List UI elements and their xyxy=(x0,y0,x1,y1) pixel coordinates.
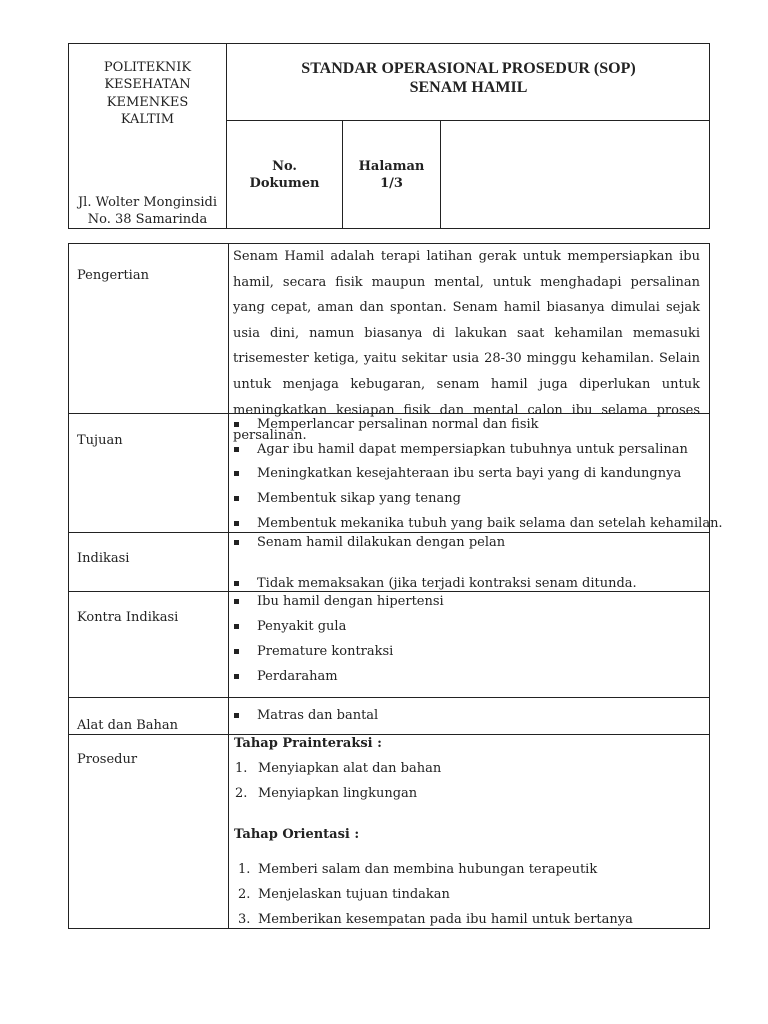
row-label-alat-bahan: Alat dan Bahan xyxy=(77,718,179,733)
doc-no-label-2: Dokumen xyxy=(249,176,320,191)
header-page-divider xyxy=(440,120,441,229)
stage-title-prainteraksi: Tahap Prainteraksi : xyxy=(234,736,382,751)
header-title-divider xyxy=(226,120,710,121)
page-label: Halaman xyxy=(358,159,425,174)
bullet-icon xyxy=(234,496,239,501)
row-divider-4 xyxy=(68,697,710,698)
institution-line-1: POLITEKNIK xyxy=(103,60,192,75)
doc-no-label: No. xyxy=(272,159,297,174)
institution-line-2: KESEHATAN xyxy=(104,77,191,92)
row-label-tujuan: Tujuan xyxy=(77,433,123,448)
bullet-icon xyxy=(234,447,239,452)
row-label-kontra-indikasi: Kontra Indikasi xyxy=(77,610,179,625)
content-divider xyxy=(228,243,229,929)
address-line-1: Jl. Wolter Monginsidi xyxy=(77,195,218,210)
bullet-icon xyxy=(234,540,239,545)
bullet-icon xyxy=(234,649,239,654)
page-title: STANDAR OPERASIONAL PROSEDUR (SOP) xyxy=(301,60,636,77)
row-label-prosedur: Prosedur xyxy=(77,752,138,767)
address-line-2: No. 38 Samarinda xyxy=(87,212,208,227)
row-label-pengertian: Pengertian xyxy=(77,268,149,283)
bullet-icon xyxy=(234,624,239,629)
bullet-icon xyxy=(234,422,239,427)
bullet-icon xyxy=(234,521,239,526)
row-divider-5 xyxy=(68,734,710,735)
bullet-icon xyxy=(234,713,239,718)
definition-text: Senam Hamil adalah terapi latihan gerak untuk mempersiapkan ibu hamil, secara fisik maupun mental, untuk menghadapi persalinan yang cepat, aman dan spontan. Senam hamil biasanya dimulai sejak usia dini, namun biasanya di lakukan saat kehamilan memasuki trisemester ketiga, yaitu sekitar usia 28-30 minggu kehamilan. Selain untuk menjaga kebugaran, senam hamil juga diperlukan untuk meningkatkan kesiapan fisik dan mental calon ibu selama proses persalinan. xyxy=(233,249,700,444)
bullet-icon xyxy=(234,674,239,679)
institution-line-4: KALTIM xyxy=(120,112,175,127)
stage-title-orientasi: Tahap Orientasi : xyxy=(234,827,360,842)
bullet-icon xyxy=(234,581,239,586)
bullet-icon xyxy=(234,471,239,476)
institution-line-3: KEMENKES xyxy=(106,95,189,110)
page-subtitle: SENAM HAMIL xyxy=(409,79,528,96)
row-divider-2 xyxy=(68,532,710,533)
row-label-indikasi: Indikasi xyxy=(77,551,130,566)
bullet-icon xyxy=(234,599,239,604)
page-number: 1/3 xyxy=(380,176,403,191)
